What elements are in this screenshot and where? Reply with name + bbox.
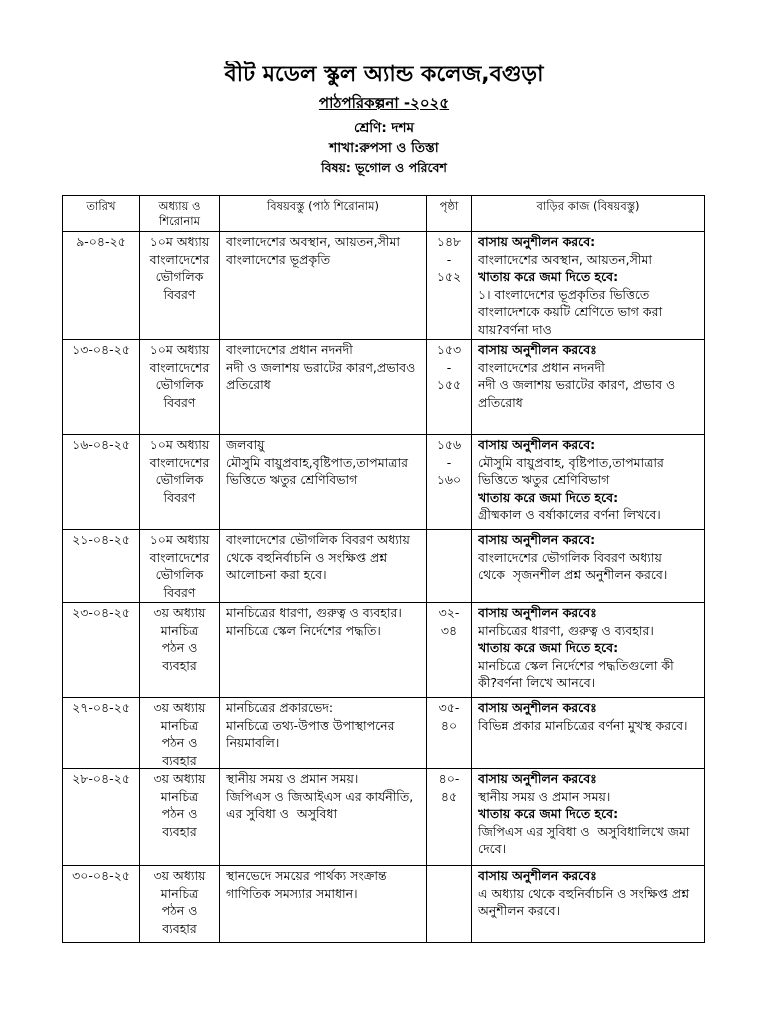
page-cell <box>427 232 472 340</box>
chapter-line: ভৌগলিক <box>155 377 204 392</box>
homework-cell <box>472 698 705 769</box>
homework-submit-label: খাতায় করে জমা দিতে হবে: <box>478 269 619 284</box>
class-label: শ্রেণি: দশম <box>354 120 414 136</box>
homework-line: বাংলাদেশের প্রধান নদনদী <box>478 359 605 375</box>
date-text: ২১-০৪-২৫ <box>72 532 130 547</box>
date-text: ১৬-০৪-২৫ <box>72 437 130 452</box>
topic-cell <box>220 232 427 340</box>
topic-line: স্থানীয় সময় ও প্রমান সময়। <box>226 771 359 786</box>
homework-cell <box>472 866 705 943</box>
topic-line: মানচিত্রের প্রকারভেদ: <box>226 700 334 715</box>
chapter-line: ৩য় অধ্যায় <box>153 868 206 883</box>
homework-submit-label: খাতায় করে জমা দিতে হবে: <box>478 806 619 821</box>
chapter-line: বাংলাদেশের <box>149 251 210 267</box>
topic-line: জলবায়ু <box>226 437 265 452</box>
topic-line: এর সুবিধা ও অসুবিধা <box>226 806 338 821</box>
page-line: ৩৪ <box>440 622 458 638</box>
chapter-line: ব্যবহার <box>162 657 197 673</box>
date-cell <box>63 603 140 698</box>
homework-line: এ অধ্যায় থেকে বহুনির্বাচনি ও সংক্ষিপ্ত প্রশ্ন <box>478 885 690 901</box>
homework-line: ১। বাংলাদেশের ভূপ্রকৃতির ভিত্তিতে <box>478 286 650 302</box>
homework-line: গ্রীষ্মকাল ও বর্ষাকালের বর্ণনা লিখবে। <box>478 507 661 522</box>
homework-line: কী?বর্ণনা লিখে আনবে। <box>478 675 596 690</box>
topic-line: বাংলাদেশের অবস্থান, আয়তন,সীমা <box>226 234 401 249</box>
homework-line: যায়?বর্ণনা দাও <box>478 321 552 337</box>
topic-cell <box>220 435 427 530</box>
date-cell <box>63 866 140 943</box>
topic-line: ভিত্তিতে ঋতুর শ্রেণিবিভাগ <box>226 472 358 487</box>
header-homework-label: বাড়ির কাজ (বিষয়বস্তু) <box>536 199 640 213</box>
homework-line: স্থানীয় সময় ও প্রমান সময়। <box>478 788 611 804</box>
date-text: ৯-০৪-২৫ <box>76 234 126 249</box>
homework-cell <box>472 232 705 340</box>
page-cell <box>427 698 472 769</box>
chapter-line: বাংলাদেশের <box>149 359 210 375</box>
chapter-line: ৩য় অধ্যায় <box>153 700 206 715</box>
page-cell <box>427 603 472 698</box>
chapter-line: মানচিত্র <box>160 717 199 733</box>
chapter-cell <box>140 603 220 698</box>
chapter-line: পঠন ও <box>161 806 198 821</box>
topic-line: নদী ও জলাশয় ভরাটের কারণ,প্রভাবও <box>226 359 416 375</box>
header-topic <box>220 196 427 232</box>
date-cell <box>63 530 140 603</box>
homework-line: থেকে সৃজনশীল প্রশ্ন অনুশীলন করবে। <box>478 567 668 582</box>
chapter-line: ১০ম অধ্যায় <box>149 532 210 547</box>
lesson-plan-table <box>62 195 705 943</box>
topic-cell <box>220 530 427 603</box>
chapter-cell <box>140 340 220 435</box>
topic-line: মানচিত্রের ধারণা, গুরুত্ব ও ব্যবহার। <box>226 605 402 620</box>
chapter-cell <box>140 232 220 340</box>
header-topic-label: বিষয়বস্তু (পাঠ শিরোনাম) <box>266 199 379 213</box>
header-chapter <box>140 196 220 232</box>
header-page <box>427 196 472 232</box>
homework-practice-label: বাসায় অনুশীলন করবে: <box>478 532 596 547</box>
topic-line: নিয়মাবলি। <box>226 735 280 750</box>
chapter-cell <box>140 866 220 943</box>
topic-line: বাংলাদেশের ভূপ্রকৃতি <box>226 251 331 267</box>
topic-line: স্থানভেদে সময়ের পার্থক্য সংক্রান্ত <box>226 868 387 883</box>
homework-line: প্রতিরোধ <box>478 394 523 410</box>
homework-line: বাংলাদেশকে কয়টি শ্রেণিতে ভাগ করা <box>478 304 663 319</box>
header-chapter-line: অধ্যায় ও <box>158 199 201 213</box>
homework-line: জিপিএস এর সুবিধা ও অসুবিধালিখে জমা <box>478 823 690 839</box>
topic-line: আলোচনা করা হবে। <box>226 567 327 582</box>
date-text: ২৭-০৪-২৫ <box>72 700 130 715</box>
homework-practice-label: বাসায় অনুশীলন করবেঃ <box>478 700 597 715</box>
page-line: ৩২- <box>438 605 460 620</box>
chapter-line: ব্যবহার <box>162 823 197 839</box>
date-text: ২৩-০৪-২৫ <box>72 605 130 620</box>
chapter-line: ব্যবহার <box>162 752 197 768</box>
homework-cell <box>472 603 705 698</box>
homework-line: ভিত্তিতে ঋতুর শ্রেণিবিভাগ <box>478 472 610 487</box>
homework-practice-label: বাসায় অনুশীলন করবেঃ <box>478 605 597 620</box>
header-date-label: তারিখ <box>86 199 116 213</box>
date-cell <box>63 435 140 530</box>
chapter-line: বিবরণ <box>163 394 196 410</box>
chapter-line: ব্যবহার <box>162 920 197 936</box>
homework-line: মানচিত্রের ধারণা, গুরুত্ব ও ব্যবহার। <box>478 622 654 638</box>
chapter-line: ১০ম অধ্যায় <box>149 437 210 452</box>
chapter-line: মানচিত্র <box>160 622 199 638</box>
homework-line: অনুশীলন করবে। <box>478 903 561 918</box>
homework-line: বিভিন্ন প্রকার মানচিত্রের বর্ণনা মুখস্থ করবে। <box>478 717 688 733</box>
header-chapter-line: শিরোনাম <box>159 214 200 228</box>
page-cell <box>427 435 472 530</box>
page-cell <box>427 340 472 435</box>
topic-line: প্রতিরোধ <box>226 377 271 392</box>
topic-line: মানচিত্রে স্কেল নির্দেশের পদ্ধতি। <box>226 622 381 638</box>
page-line: - <box>446 454 452 470</box>
topic-line: মানচিত্রে তথ্য-উপাত্ত উপাস্থাপনের <box>226 717 395 733</box>
chapter-line: বিবরণ <box>163 489 196 505</box>
school-name: বীট মডেল স্কুল অ্যান্ড কলেজ,বগুড়া <box>224 62 544 87</box>
chapter-cell <box>140 435 220 530</box>
homework-line: মানচিত্রে স্কেল নির্দেশের পদ্ধতিগুলো কী <box>478 657 674 673</box>
date-text: ১৩-০৪-২৫ <box>72 342 130 357</box>
homework-submit-label: খাতায় করে জমা দিতে হবে: <box>478 489 619 505</box>
page-cell <box>427 769 472 866</box>
header-date <box>63 196 140 232</box>
page-line: ১৬০ <box>436 472 462 487</box>
page-cell <box>427 530 472 603</box>
date-cell <box>63 232 140 340</box>
chapter-line: পঠন ও <box>161 735 198 750</box>
page-line: - <box>446 251 452 267</box>
topic-line: থেকে বহুনির্বাচনি ও সংক্ষিপ্ত প্রশ্ন <box>226 549 388 565</box>
chapter-line: ভৌগলিক <box>155 472 204 487</box>
homework-practice-label: বাসায় অনুশীলন করবেঃ <box>478 771 597 786</box>
chapter-line: ভৌগলিক <box>155 567 204 582</box>
plan-title: পাঠপরিকল্পনা -২০২৫ <box>318 94 450 112</box>
homework-practice-label: বাসায় অনুশীলন করবেঃ <box>478 342 597 357</box>
chapter-line: ৩য় অধ্যায় <box>153 771 206 786</box>
homework-cell <box>472 340 705 435</box>
topic-cell <box>220 698 427 769</box>
date-cell <box>63 769 140 866</box>
chapter-cell <box>140 769 220 866</box>
homework-practice-label: বাসায় অনুশীলন করবেঃ <box>478 868 597 883</box>
chapter-cell <box>140 530 220 603</box>
topic-line: বাংলাদেশের প্রধান নদনদী <box>226 342 353 357</box>
topic-line: মৌসুমি বায়ুপ্রবাহ,বৃষ্টিপাত,তাপমাত্রার <box>226 454 408 470</box>
chapter-line: ১০ম অধ্যায় <box>149 342 210 357</box>
date-cell <box>63 698 140 769</box>
date-cell <box>63 340 140 435</box>
page-line: ৪০- <box>438 771 460 786</box>
chapter-line: পঠন ও <box>161 903 198 918</box>
chapter-line: মানচিত্র <box>160 788 199 804</box>
homework-line: দেবে। <box>478 841 507 856</box>
page-line: - <box>446 359 452 375</box>
homework-line: বাংলাদেশের অবস্থান, আয়তন,সীমা <box>478 251 653 267</box>
homework-submit-label: খাতায় করে জমা দিতে হবে: <box>478 640 619 655</box>
page-line: ৩৫- <box>438 700 460 715</box>
chapter-line: বিবরণ <box>163 584 196 600</box>
topic-line: গাণিতিক সমস্যার সমাধান। <box>226 885 358 901</box>
chapter-line: বিবরণ <box>163 286 196 302</box>
chapter-line: বাংলাদেশের <box>149 454 210 470</box>
page-line: ১৫৬ <box>436 437 462 452</box>
page-line: ১৫৫ <box>436 377 462 392</box>
chapter-line: মানচিত্র <box>160 885 199 901</box>
section-label: শাখা:রুপসা ও তিস্তা <box>329 140 439 156</box>
topic-line: বাংলাদেশের ভৌগলিক বিবরণ অধ্যায় <box>226 532 410 547</box>
topic-cell <box>220 603 427 698</box>
homework-line: নদী ও জলাশয় ভরাটের কারণ, প্রভাব ও <box>478 377 676 392</box>
page-cell <box>427 866 472 943</box>
homework-practice-label: বাসায় অনুশীলন করবে: <box>478 234 596 249</box>
page-line: ১৫২ <box>436 269 462 284</box>
homework-line: মৌসুমি বায়ুপ্রবাহ, বৃষ্টিপাত,তাপমাত্রার <box>478 454 664 470</box>
homework-line: বাংলাদেশের ভৌগলিক বিবরণ অধ্যায় <box>478 549 662 565</box>
homework-cell <box>472 769 705 866</box>
topic-line: জিপিএস ও জিআইএস এর কার্যনীতি, <box>226 788 414 804</box>
subject-label: বিষয়: ভূগোল ও পরিবেশ <box>321 160 447 175</box>
chapter-line: ৩য় অধ্যায় <box>153 605 206 620</box>
header-homework <box>472 196 705 232</box>
header-page-label: পৃষ্ঠা <box>439 199 459 213</box>
page-line: ১৪৮ <box>436 234 462 249</box>
chapter-line: পঠন ও <box>161 640 198 655</box>
page-line: ১৫৩ <box>436 342 462 357</box>
topic-cell <box>220 769 427 866</box>
chapter-line: ১০ম অধ্যায় <box>149 234 210 249</box>
homework-practice-label: বাসায় অনুশীলন করবে: <box>478 437 596 452</box>
page-line: ৪০ <box>440 717 458 733</box>
chapter-line: বাংলাদেশের <box>149 549 210 565</box>
chapter-line: ভৌগলিক <box>155 269 204 284</box>
date-text: ৩০-০৪-২৫ <box>72 868 130 883</box>
chapter-cell <box>140 698 220 769</box>
homework-cell <box>472 435 705 530</box>
homework-cell <box>472 530 705 603</box>
topic-cell <box>220 866 427 943</box>
page-line: ৪৫ <box>440 788 458 804</box>
date-text: ২৮-০৪-২৫ <box>72 771 130 786</box>
topic-cell <box>220 340 427 435</box>
